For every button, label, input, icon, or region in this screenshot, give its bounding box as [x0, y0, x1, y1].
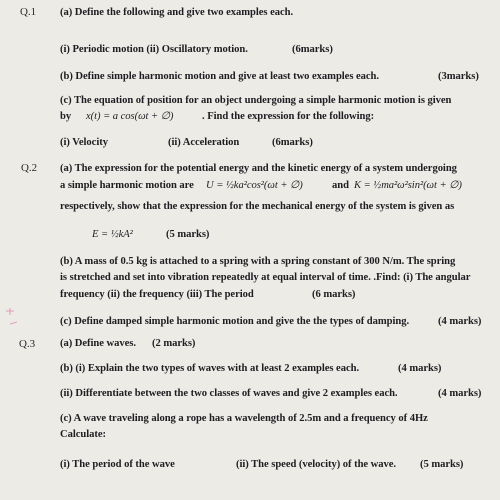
- q3b2-marks: (4 marks): [438, 388, 482, 399]
- q3b2-text: (ii) Differentiate between the two classes of waves and give 2 examples each.: [60, 388, 398, 399]
- q3c-ii: (ii) The speed (velocity) of the wave.: [236, 459, 397, 470]
- q1c-by: by: [60, 111, 72, 122]
- q2a-K-equation: K = ½ma²ω²sin²(ωt + ∅): [354, 180, 462, 191]
- q2a-marks: (5 marks): [166, 229, 210, 240]
- q1a-marks: (6marks): [292, 44, 333, 55]
- q1b-text: (b) Define simple harmonic motion and give at least two examples each.: [60, 71, 379, 82]
- q3b1-text: (b) (i) Explain the two types of waves with at least 2 examples each.: [60, 363, 360, 374]
- q1c-marks: (6marks): [272, 137, 313, 148]
- q1c-equation: x(t) = a cos(ωt + ∅): [86, 111, 174, 122]
- q2b-line2: is stretched and set into vibration repeatedly at equal interval of time. .Find: (i) The angular: [60, 272, 471, 283]
- q3b1-marks: (4 marks): [398, 363, 442, 374]
- q2a-line3: respectively, show that the expression for the mechanical energy of the system is given as: [60, 201, 455, 212]
- q3-number: Q.3: [19, 338, 36, 350]
- q1c-i: (i) Velocity: [60, 137, 108, 148]
- q2c-marks: (4 marks): [438, 316, 482, 327]
- pencil-mark-1: [5, 307, 15, 316]
- q3a-text: (a) Define waves.: [60, 338, 136, 349]
- q2c-text: (c) Define damped simple harmonic motion and give the the types of damping.: [60, 316, 410, 327]
- q3a-marks: (2 marks): [152, 338, 196, 349]
- q2a-line1: (a) The expression for the potential energy and the kinetic energy of a system undergoing: [60, 163, 457, 174]
- q2b-line3: frequency (ii) the frequency (iii) The period: [60, 289, 254, 300]
- q1a-sub: (i) Periodic motion (ii) Oscillatory motion.: [60, 44, 248, 55]
- q1a-text: (a) Define the following and give two examples each.: [60, 7, 294, 18]
- q2b-line1: (b) A mass of 0.5 kg is attached to a spring with a spring constant of 300 N/m. The spring: [60, 256, 456, 267]
- q3c-line2: Calculate:: [60, 429, 106, 440]
- q1c-ii: (ii) Acceleration: [168, 137, 240, 148]
- q2-number: Q.2: [21, 162, 38, 174]
- q1-number: Q.1: [20, 6, 37, 18]
- q2a-E-equation: E = ½kA²: [92, 229, 133, 240]
- q3c-marks: (5 marks): [420, 459, 464, 470]
- q2a-and: and: [332, 180, 349, 191]
- q3c-i: (i) The period of the wave: [60, 459, 175, 470]
- q1b-marks: (3marks): [438, 71, 479, 82]
- pencil-mark-2: [9, 319, 19, 328]
- q2a-line2: a simple harmonic motion are: [60, 180, 194, 191]
- q1c-rest: . Find the expression for the following:: [202, 111, 375, 122]
- q1c-line1: (c) The equation of position for an object undergoing a simple harmonic motion is given: [60, 95, 452, 106]
- q2b-marks: (6 marks): [312, 289, 356, 300]
- q2a-U-equation: U = ½ka²cos²(ωt + ∅): [206, 180, 303, 191]
- q3c-line1: (c) A wave traveling along a rope has a wavelength of 2.5m and a frequency of 4Hz: [60, 413, 428, 424]
